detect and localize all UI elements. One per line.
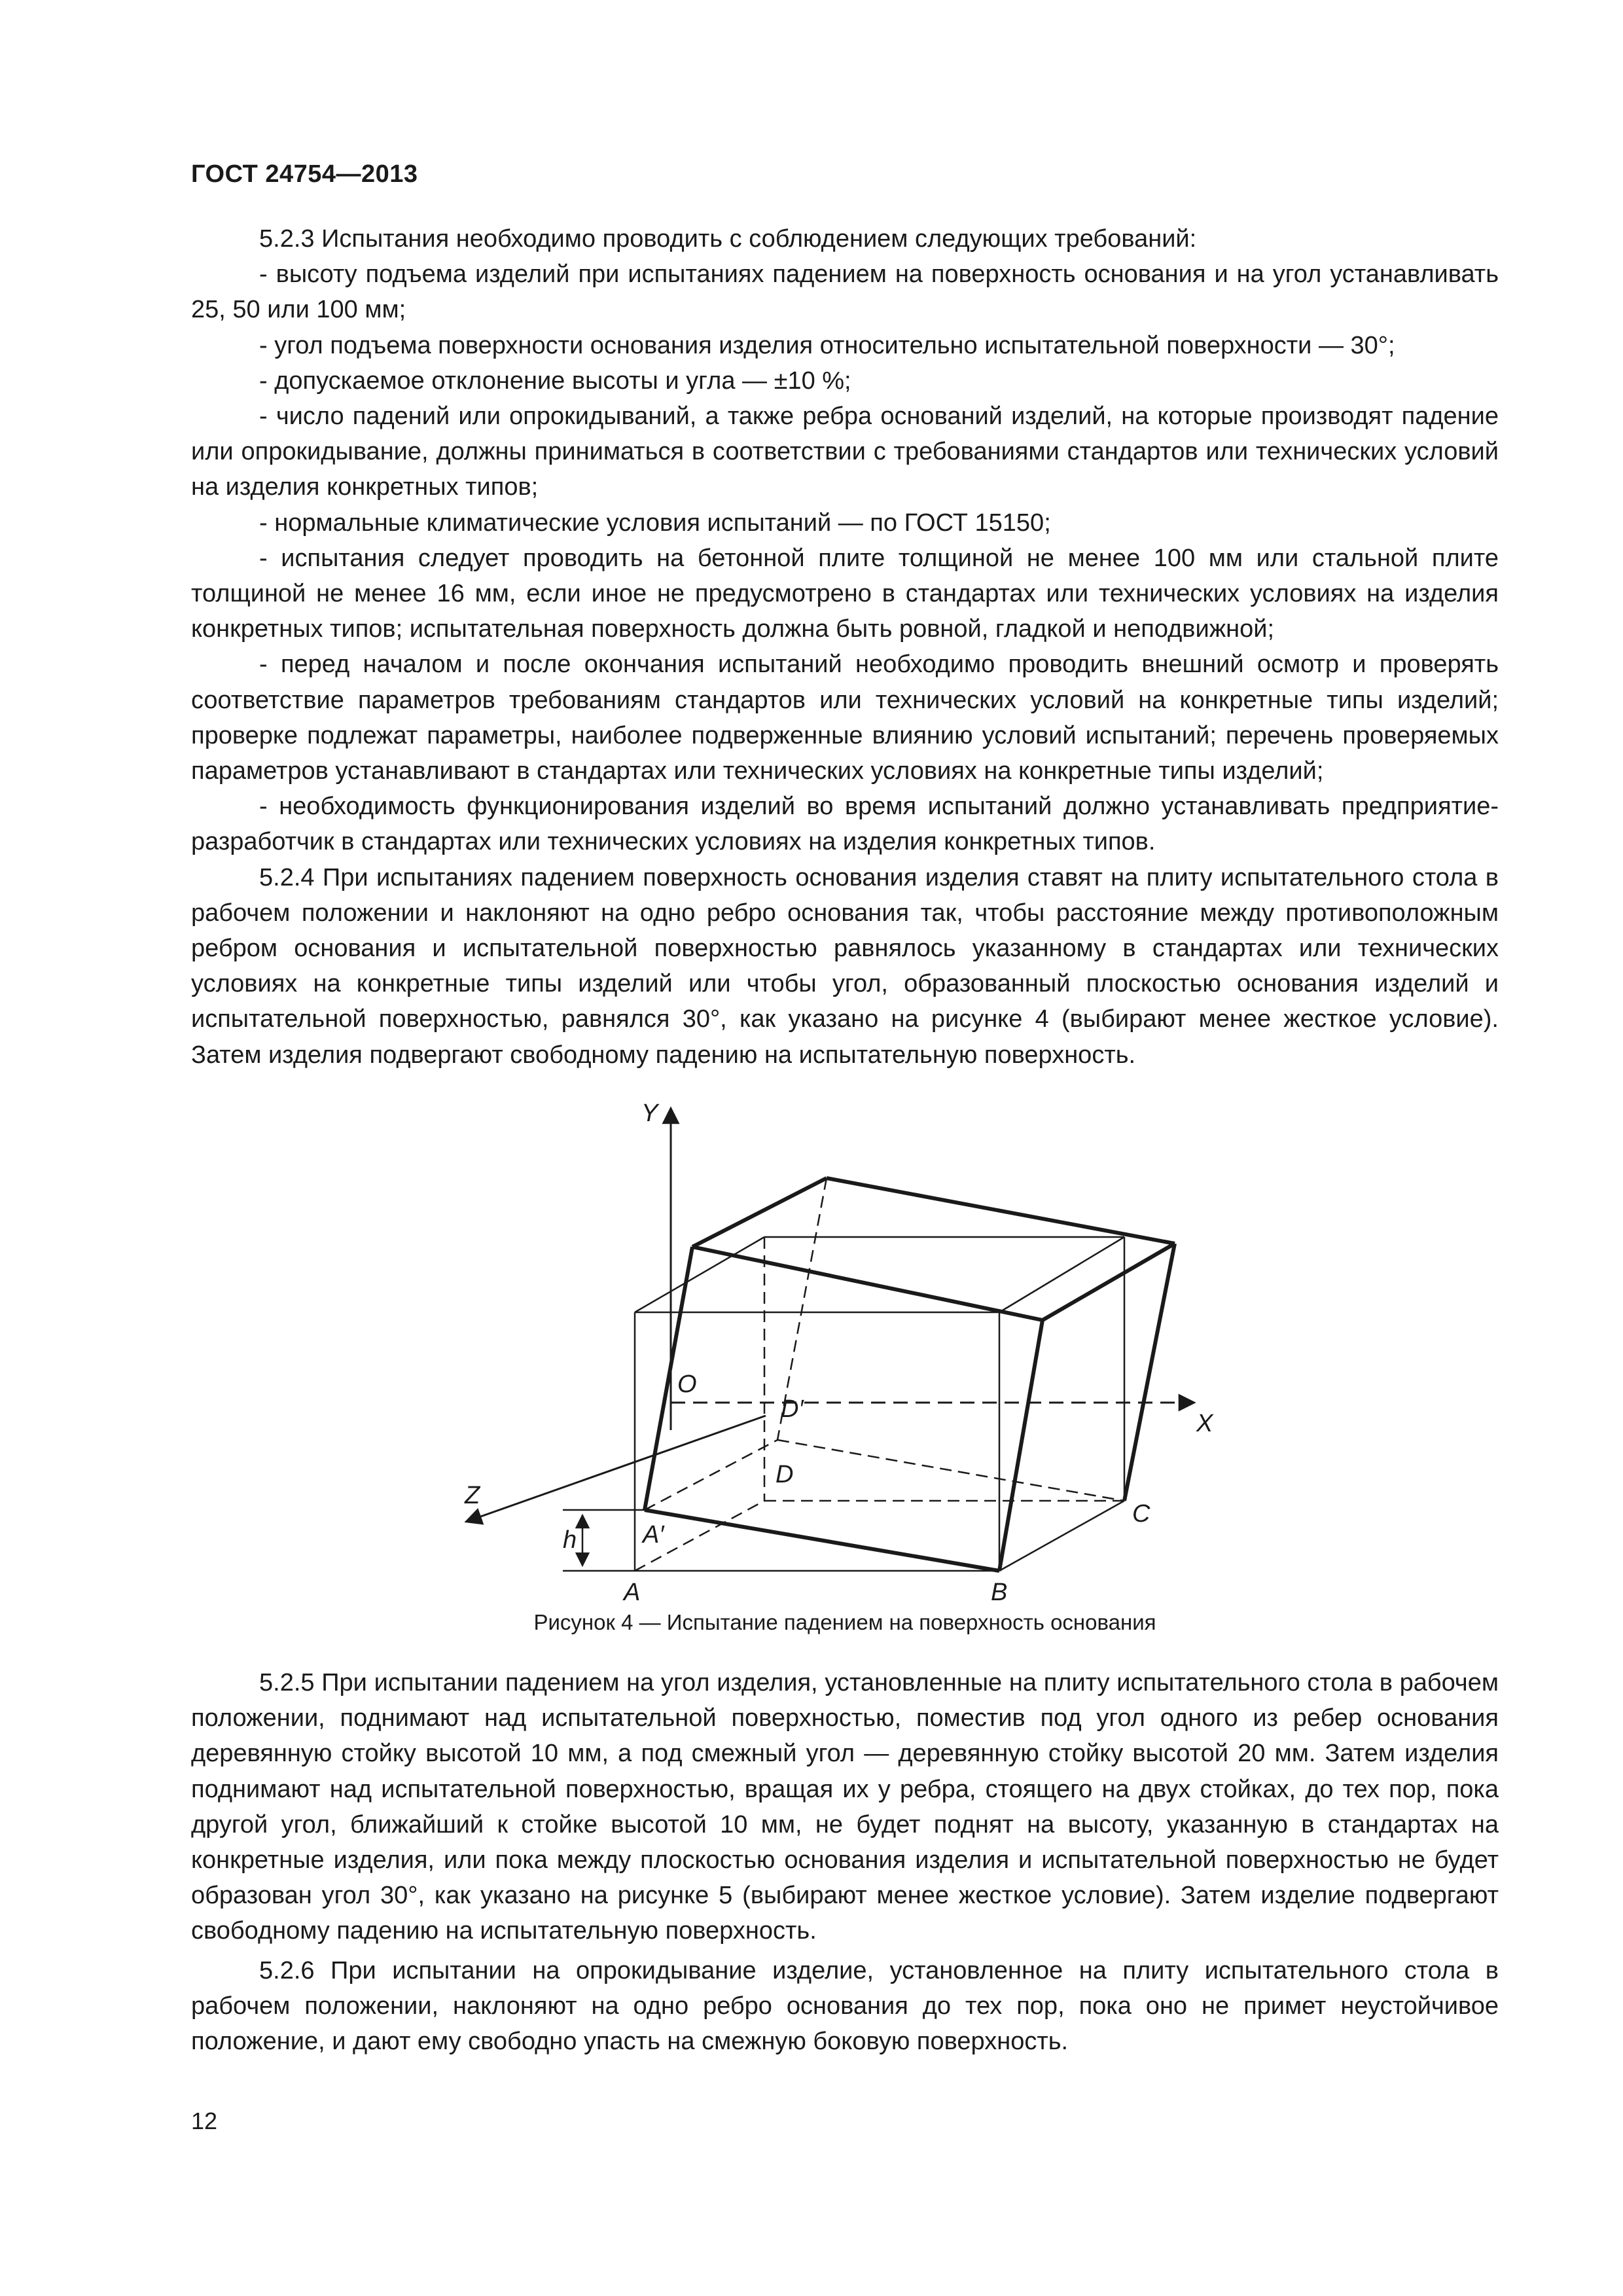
paragraph: - испытания следует проводить на бетонной плите толщиной не менее 100 мм или стальной плите толщиной не менее 16 мм, если иное не предусмотрено в стандартах или технических условиях на изделия конкретных типов; испытательная поверхность должна быть ровной, гладкой и неподвижной; xyxy=(191,544,1499,643)
paragraph: 5.2.4 При испытаниях падением поверхность основания изделия ставят на плиту испытательного стола в рабочем положении и наклоняют на одно ребро основания так, чтобы расстояние между противоположным ребром основания и испытательной поверхностью равнялось указанному в стандартах или технических условиях на конкретные типы изделий или чтобы угол, образованный плоскостью основания изделий и испытательной поверхностью, равнялся 30°, как указано на рисунке 4 (выбирают менее жесткое условие). Затем изделия подвергают свободному падению на испытательную поверхность. xyxy=(191,863,1499,1069)
paragraph: 5.2.3 Испытания необходимо проводить с соблюдением следующих требований: xyxy=(259,225,1197,253)
figure-caption: Рисунок 4 — Испытание падением на поверхность основания xyxy=(533,1610,1156,1634)
document-header: ГОСТ 24754—2013 xyxy=(191,160,418,188)
label-d: D xyxy=(776,1461,794,1488)
label-a: A xyxy=(624,1579,641,1606)
paragraph: - угол подъема поверхности основания изделия относительно испытательной поверхности — 30°; xyxy=(259,331,1395,359)
z-axis xyxy=(466,1416,766,1522)
label-c: C xyxy=(1132,1500,1150,1528)
tilted-box-hidden-edges xyxy=(645,1178,1124,1510)
label-x: X xyxy=(1196,1410,1213,1437)
figure-4 xyxy=(458,1090,1243,1607)
label-d-prime: D′ xyxy=(781,1395,804,1423)
paragraph: - нормальные климатические условия испытаний — по ГОСТ 15150; xyxy=(259,509,1051,537)
paragraph: - допускаемое отклонение высоты и угла — ±10 %; xyxy=(259,367,851,395)
label-o: O xyxy=(677,1371,697,1398)
paragraph: 5.2.6 При испытании на опрокидывание изделие, установленное на плиту испытательного стола в рабочем положении, наклоняют на одно ребро основания до тех пор, пока оно не примет неустойчивое положение, и дают ему свободно упасть на смежную боковую поверхность. xyxy=(191,1956,1499,2056)
label-b: B xyxy=(991,1579,1008,1606)
paragraph: - необходимость функционирования изделий во время испытаний должно устанавливать предприятие-разработчик в стандартах или технических условиях на изделия конкретных типов. xyxy=(191,793,1499,856)
paragraph: 5.2.5 При испытании падением на угол изделия, установленные на плиту испытательного стола в рабочем положении, поднимают над испытательной поверхностью, поместив под угол одного из ребер основания деревянную стойку высотой 10 мм, а под смежный угол — деревянную стойку высотой 20 мм. Затем изделия поднимают над испытательной поверхностью, вращая их у ребра, стоящего на двух стойках, до тех пор, пока другой угол, ближайший к стойке высотой 10 мм, не будет поднят на высоту, указанную в стандартах на конкретные изделия, или пока между плоскостью основания изделия и испытательной поверхностью не будет образован угол 30°, как указано на рисунке 5 (выбирают менее жесткое условие). Затем изделие подвергают свободному падению на испытательную поверхность. xyxy=(191,1669,1499,1945)
label-h: h xyxy=(563,1526,577,1554)
label-a-prime: A′ xyxy=(643,1521,664,1549)
page-number: 12 xyxy=(191,2108,218,2134)
figure-4-drawing xyxy=(458,1090,1243,1607)
paragraph: - высоту подъема изделий при испытаниях падением на поверхность основания и на угол устанавливать 25, 50 или 100 мм; xyxy=(191,260,1499,324)
paragraph: - перед началом и после окончания испытаний необходимо проводить внешний осмотр и проверять соответствие параметров требованиям стандартов или технических условий на конкретные типы изделий; проверке подлежат параметры, наиболее подверженные влиянию условий испытаний; перечень проверяемых параметров устанавливают в стандартах или технических условиях на конкретные типы изделий; xyxy=(191,651,1499,785)
label-z: Z xyxy=(465,1482,480,1509)
text-block-top xyxy=(191,221,1499,1073)
text-block-bottom xyxy=(191,1665,1499,2059)
label-y: Y xyxy=(641,1100,658,1127)
paragraph: - число падений или опрокидываний, а также ребра оснований изделий, на которые производят падение или опрокидывание, должны приниматься в соответствии с требованиями стандартов или технических условий на изделия конкретных типов; xyxy=(191,403,1499,501)
